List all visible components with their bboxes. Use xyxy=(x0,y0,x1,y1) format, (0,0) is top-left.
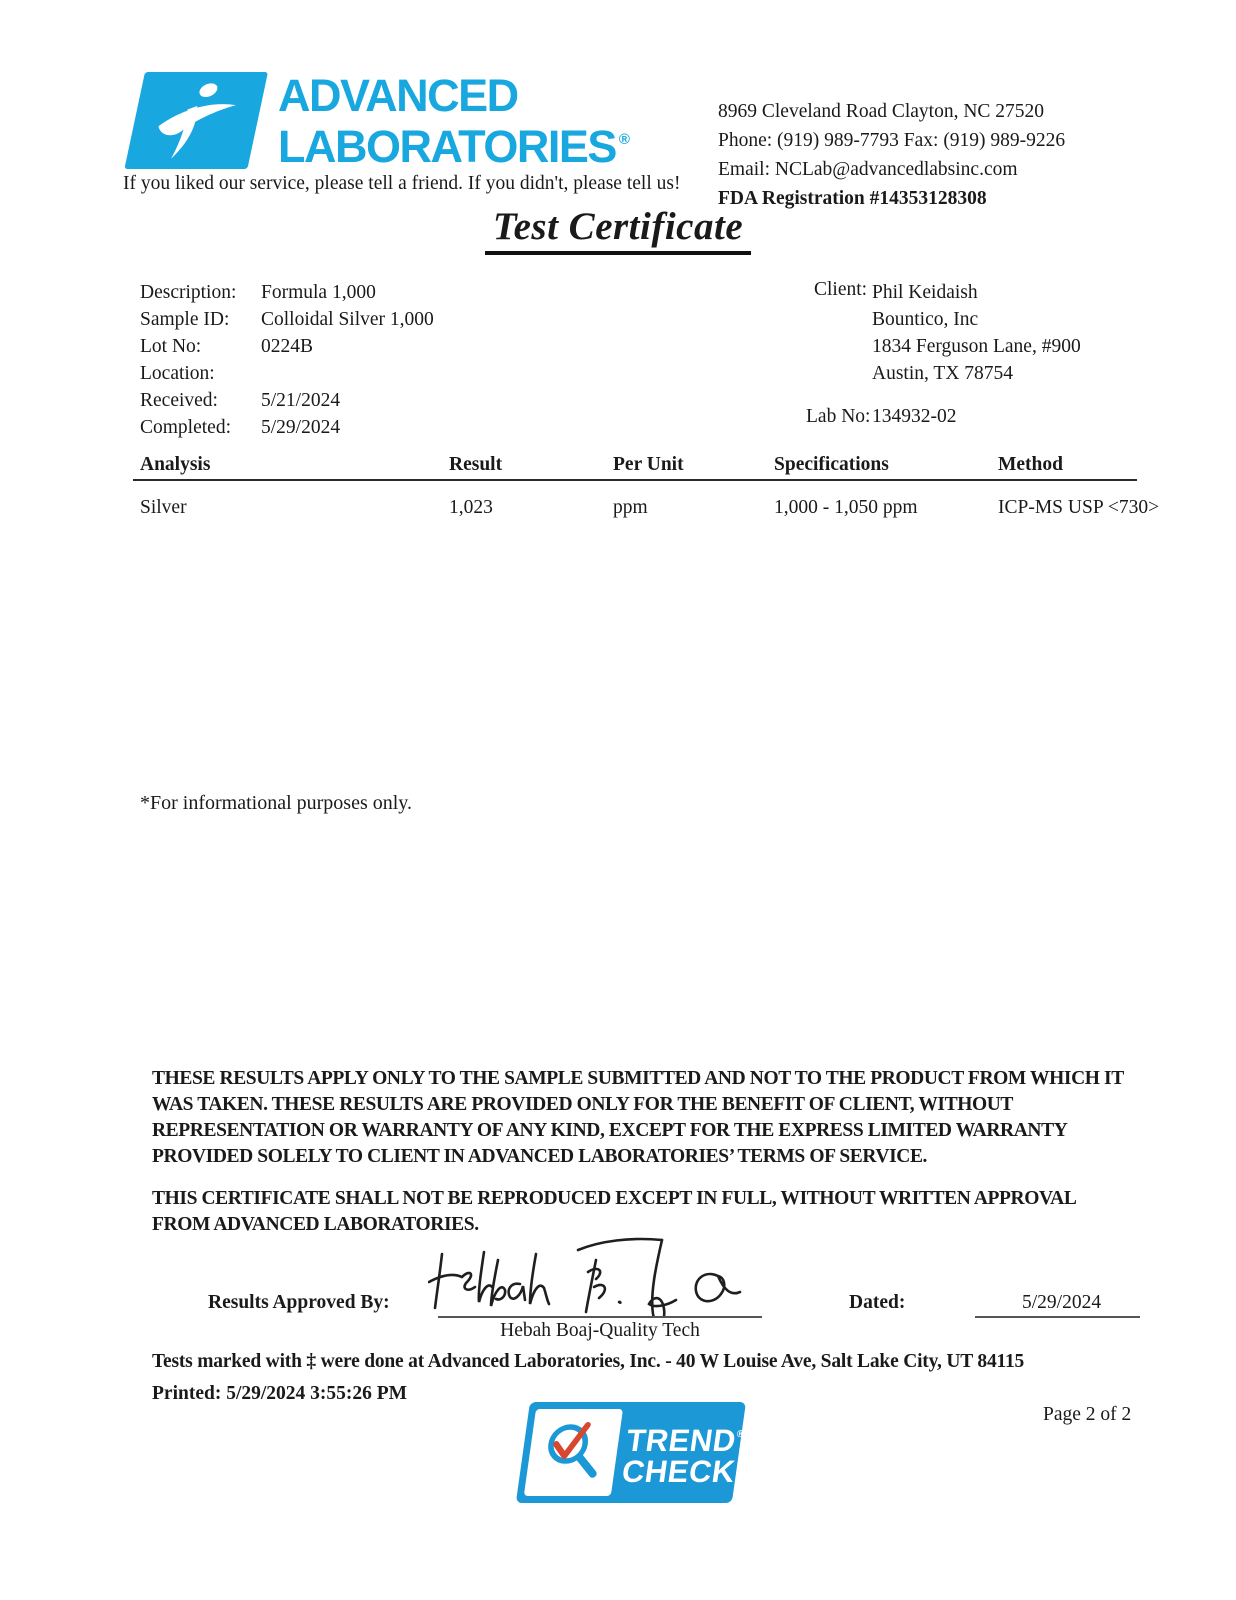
page-title: Test Certificate xyxy=(485,204,751,255)
result-cell-result: 1,023 xyxy=(449,497,493,518)
client-label: Client: xyxy=(814,279,868,300)
approval-date: 5/29/2024 xyxy=(1022,1292,1102,1313)
tests-location-note: Tests marked with ‡ were done at Advanced Laboratories, Inc. - 40 W Louise Ave, Salt Lake City, UT 84115 xyxy=(152,1351,1025,1372)
field-location xyxy=(140,360,261,387)
magnifier-check-icon xyxy=(524,1409,623,1496)
field-sample-id xyxy=(140,306,434,333)
trend-word: TREND xyxy=(624,1422,739,1458)
handwritten-signature xyxy=(428,1232,762,1316)
field-label: Lot No: xyxy=(140,336,202,357)
field-value: Colloidal Silver 1,000 xyxy=(261,309,434,330)
lab-contact-block xyxy=(718,97,1065,213)
lab-phone-fax: Phone: (919) 989-7793 Fax: (919) 989-9226 xyxy=(718,130,1066,151)
result-cell-method: ICP-MS USP <730> xyxy=(998,497,1160,518)
col-header-analysis: Analysis xyxy=(140,454,211,475)
col-header-specifications: Specifications xyxy=(774,454,889,475)
field-value: Formula 1,000 xyxy=(261,282,376,303)
field-label: Location: xyxy=(140,363,215,384)
fda-registration: FDA Registration #14353128308 xyxy=(718,188,987,209)
registered-trademark-icon: ® xyxy=(618,131,630,148)
field-value: 0224B xyxy=(261,336,314,357)
field-label: Received: xyxy=(140,390,218,411)
field-lot-no xyxy=(140,333,313,360)
field-description xyxy=(140,279,376,306)
client-address-block xyxy=(872,279,1081,387)
date-line xyxy=(975,1316,1140,1318)
table-header-rule xyxy=(133,479,1137,481)
brand-wordmark xyxy=(278,70,630,180)
trend-registered-mark: ® xyxy=(736,1428,746,1440)
field-completed xyxy=(140,414,340,441)
client-city: Austin, TX 78754 xyxy=(872,363,1014,384)
brand-line-1: ADVANCED xyxy=(278,70,518,121)
lab-no-label: Lab No: xyxy=(806,406,871,427)
signature-line xyxy=(438,1316,762,1318)
informational-footnote: *For informational purposes only. xyxy=(140,792,413,814)
trend-check-wordmark xyxy=(620,1419,747,1487)
title-wrap xyxy=(0,204,1236,255)
advanced-laboratories-logo xyxy=(124,72,268,169)
field-label: Completed: xyxy=(140,417,231,438)
client-street: 1834 Ferguson Lane, #900 xyxy=(872,336,1081,357)
client-name: Phil Keidaish xyxy=(872,282,978,303)
disclaimer-paragraph-1: THESE RESULTS APPLY ONLY TO THE SAMPLE SUBMITTED AND NOT TO THE PRODUCT FROM WHICH IT WAS TAKEN. THESE RESULTS ARE PROVIDED ONLY FOR THE BENEFIT OF CLIENT, WITHOUT REPRESENTATION OR WARRANTY OF ANY KIND, EXCEPT FOR THE EXPRESS LIMITED WARRANTY PROVIDED SOLELY TO CLIENT IN ADVANCED LABORATORIES’ TERMS OF SERVICE. xyxy=(152,1068,1124,1167)
lab-no-value: 134932-02 xyxy=(872,406,957,427)
field-label: Sample ID: xyxy=(140,309,230,330)
service-tagline: If you liked our service, please tell a friend. If you didn't, please tell us! xyxy=(123,173,681,194)
page-number: Page 2 of 2 xyxy=(1043,1404,1132,1425)
field-label: Description: xyxy=(140,282,237,303)
dated-label: Dated: xyxy=(849,1292,906,1313)
col-header-result: Result xyxy=(449,454,503,475)
client-company: Bountico, Inc xyxy=(872,309,979,330)
field-received xyxy=(140,387,340,414)
result-cell-specifications: 1,000 - 1,050 ppm xyxy=(774,497,918,518)
disclaimer-paragraph-2: THIS CERTIFICATE SHALL NOT BE REPRODUCED EXCEPT IN FULL, WITHOUT WRITTEN APPROVAL FROM ADVANCED LABORATORIES. xyxy=(152,1188,1076,1235)
printed-timestamp: Printed: 5/29/2024 3:55:26 PM xyxy=(152,1383,408,1404)
field-value: 5/29/2024 xyxy=(261,417,341,438)
result-cell-analysis: Silver xyxy=(140,497,187,518)
signer-name: Hebah Boaj-Quality Tech xyxy=(500,1320,700,1341)
lab-address: 8969 Cleveland Road Clayton, NC 27520 xyxy=(718,101,1045,122)
col-header-method: Method xyxy=(998,454,1063,475)
trend-check-logo xyxy=(516,1402,746,1503)
lab-email: Email: NCLab@advancedlabsinc.com xyxy=(718,159,1018,180)
results-approved-by-label: Results Approved By: xyxy=(208,1292,390,1313)
result-cell-per-unit: ppm xyxy=(613,497,648,518)
leaping-figure-icon xyxy=(141,77,252,165)
col-header-per-unit: Per Unit xyxy=(613,454,684,475)
check-word: CHECK xyxy=(619,1453,738,1489)
field-value: 5/21/2024 xyxy=(261,390,341,411)
brand-line-2: LABORATORIES xyxy=(278,121,616,172)
